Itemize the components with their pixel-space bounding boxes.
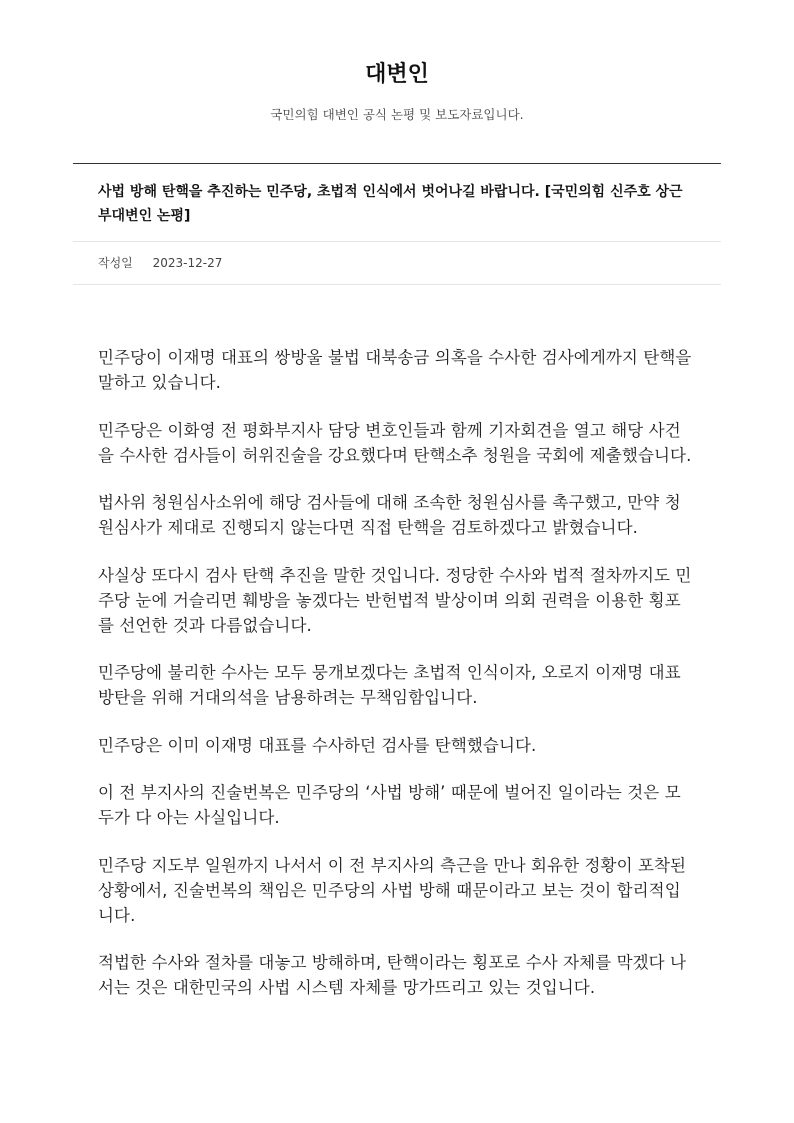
site-description: 국민의힘 대변인 공식 논평 및 보도자료입니다.: [270, 107, 524, 122]
post-meta: [73, 242, 721, 285]
paragraph-6: 민주당은 이미 이재명 대표를 수사하던 검사를 탄핵했습니다.: [98, 735, 537, 755]
post-date: 2023-12-27: [152, 256, 223, 270]
site-title[interactable]: 대변인: [365, 62, 429, 87]
paragraph-1: 민주당이 이재명 대표의 쌍방울 불법 대북송금 의혹을 수사한 검사에게까지 탄핵을 말하고 있습니다.: [98, 348, 692, 392]
paragraph-8: 민주당 지도부 일원까지 나서서 이 전 부지사의 측근을 만나 회유한 정황이 포착된 상황에서, 진술번복의 책임은 민주당의 사법 방해 때문이라고 보는 것이 합리적입니다.: [98, 855, 687, 925]
paragraph-4: 사실상 또다시 검사 탄핵 추진을 말한 것입니다. 정당한 수사와 법적 절차까지도 민주당 눈에 거슬리면 훼방을 놓겠다는 반헌법적 발상이며 의회 권력을 이용한 횡포를 선언한 것과 다름없습니다.: [98, 565, 692, 635]
paragraph-3: 법사위 청원심사소위에 해당 검사들에 대해 조속한 청원심사를 촉구했고, 만약 청원심사가 제대로 진행되지 않는다면 직접 탄핵을 검토하겠다고 밝혔습니다.: [98, 493, 681, 537]
post-header: [73, 163, 721, 242]
post-title: 사법 방해 탄핵을 추진하는 민주당, 초법적 인식에서 벗어나길 바랍니다. [국민의힘 신주호 상근부대변인 논평]: [98, 184, 683, 224]
post-article: [73, 163, 721, 1023]
post-body: [73, 285, 721, 1000]
paragraph-5: 민주당에 불리한 수사는 모두 뭉개보겠다는 초법적 인식이자, 오로지 이재명 대표 방탄을 위해 거대의석을 남용하려는 무책임함입니다.: [98, 663, 681, 707]
date-label: 작성일: [98, 256, 133, 270]
paragraph-7: 이 전 부지사의 진술번복은 민주당의 ‘사법 방해’ 때문에 벌어진 일이라는 것은 모두가 다 아는 사실입니다.: [98, 783, 681, 827]
site-header: [0, 0, 794, 124]
paragraph-2: 민주당은 이화영 전 평화부지사 담당 변호인들과 함께 기자회견을 열고 해당 사건을 수사한 검사들이 허위진술을 강요했다며 탄핵소추 청원을 국회에 제출했습니다.: [98, 420, 692, 465]
paragraph-9: 적법한 수사와 절차를 대놓고 방해하며, 탄핵이라는 횡포로 수사 자체를 막겠다 나서는 것은 대한민국의 사법 시스템 자체를 망가뜨리고 있는 것입니다.: [98, 953, 687, 997]
